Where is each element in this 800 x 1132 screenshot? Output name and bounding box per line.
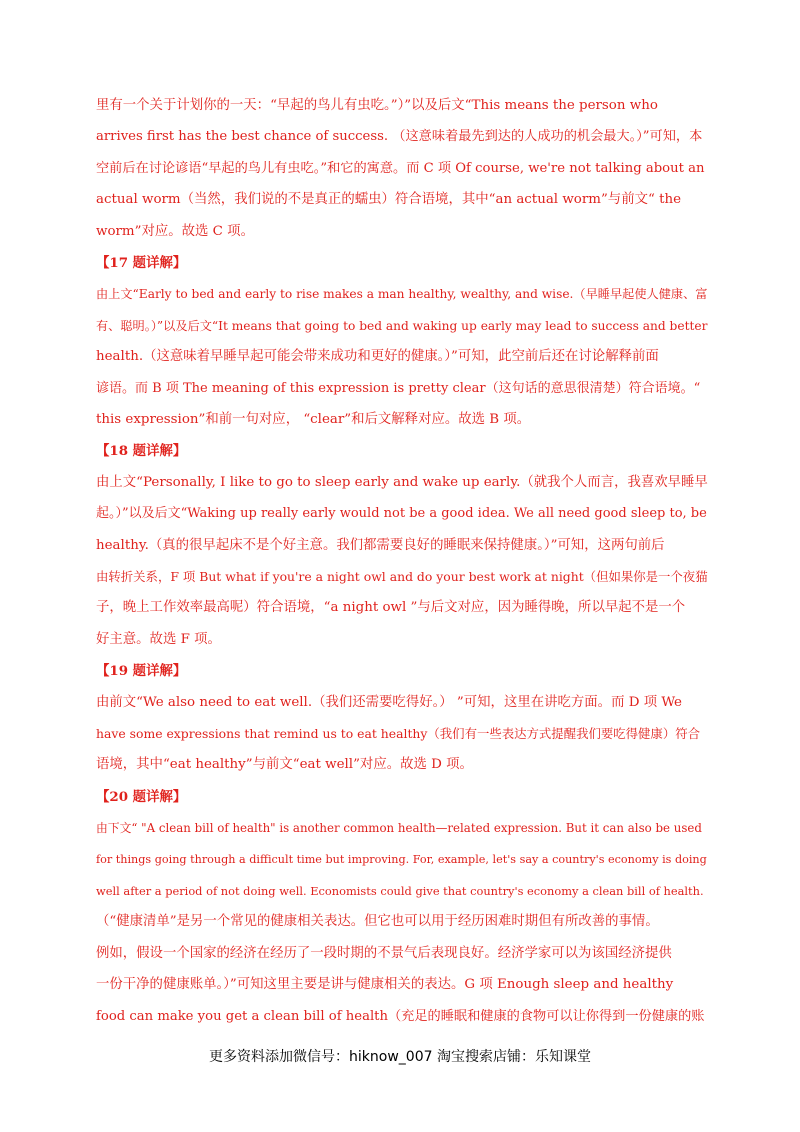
text-line: 由上文“Early to bed and early to rise makes a man healthy, wealthy, and wise.（早睡早起使人健康、富 bbox=[96, 287, 708, 301]
text-line: 有、聪明。）”以及后文“It means that going to bed and waking up early may lead to success and better bbox=[96, 319, 708, 333]
text-line: actual worm（当然，我们说的不是真正的蠕虫）符合语境，其中“an actual worm”与前文“ the bbox=[96, 192, 682, 207]
section-heading-20: 【20 题详解】 bbox=[96, 789, 187, 805]
text-line: food can make you get a clean bill of health（充足的睡眠和健康的食物可以让你得到一份健康的账 bbox=[96, 1009, 705, 1024]
page-footer: 更多资料添加微信号：hiknow_007 淘宝搜索店铺：乐知课堂 bbox=[209, 1049, 591, 1065]
text-line: arrives first has the best chance of success. （这意味着最先到达的人成功的机会最大。）”可知，本 bbox=[96, 129, 703, 144]
text-line: 起。）”以及后文“Waking up really early would not be a good idea. We all need good sleep to, be bbox=[96, 506, 707, 521]
section-heading-17: 【17 题详解】 bbox=[96, 255, 187, 271]
text-line: 子，晚上工作效率最高呢）符合语境，“a night owl ”与后文对应，因为睡得晚，所以早起不是一个 bbox=[96, 600, 686, 615]
text-line: 里有一个关于计划你的一天：“早起的鸟儿有虫吃。”）”以及后文“This means the person who bbox=[96, 98, 658, 113]
text-line: 谚语。而 B 项 The meaning of this expression is pretty clear（这句话的意思很清楚）符合语境。“ bbox=[96, 381, 701, 396]
text-line: 由转折关系，F 项 But what if you're a night owl and do your best work at night（但如果你是一个夜猫 bbox=[96, 569, 708, 584]
text-line: well after a period of not doing well. Economists could give that country's economy a clean bill of health. bbox=[96, 884, 704, 898]
text-line: 空前后在讨论谚语“早起的鸟儿有虫吃。”和它的寓意。而 C 项 Of course, we're not talking about an bbox=[96, 161, 705, 176]
text-line: 一份干净的健康账单。）”可知这里主要是讲与健康相关的表达。G 项 Enough sleep and healthy bbox=[96, 977, 674, 992]
text-line: for things going through a difficult time but improving. For, example, let's say a country's economy is doing bbox=[96, 853, 707, 866]
text-line: 由前文“We also need to eat well.（我们还需要吃得好。） ”可知，这里在讲吃方面。而 D 项 We bbox=[96, 695, 682, 710]
text-line: have some expressions that remind us to eat healthy（我们有一些表达方式提醒我们要吃得健康）符合 bbox=[96, 726, 700, 741]
text-line: 由上文“Personally, I like to go to sleep early and wake up early.（就我个人而言，我喜欢早睡早 bbox=[96, 475, 708, 490]
text-line: worm”对应。故选 C 项。 bbox=[96, 224, 254, 239]
text-line: 好主意。故选 F 项。 bbox=[96, 632, 221, 647]
text-line: healthy.（真的很早起床不是个好主意。我们都需要良好的睡眠来保持健康。）”可知，这两句前后 bbox=[96, 538, 665, 553]
section-heading-19: 【19 题详解】 bbox=[96, 663, 187, 679]
text-line: （“健康清单”是另一个常见的健康相关表达。但它也可以用于经历困难时期但有所改善的事情。 bbox=[96, 914, 659, 929]
text-line: 语境，其中“eat healthy”与前文“eat well”对应。故选 D 项。 bbox=[96, 757, 473, 772]
text-line: health.（这意味着早睡早起可能会带来成功和更好的健康。）”可知，此空前后还在讨论解释前面 bbox=[96, 349, 659, 364]
text-line: 由下文“ "A clean bill of health" is another common health—related expression. But it can also be used bbox=[96, 821, 702, 835]
section-heading-18: 【18 题详解】 bbox=[96, 443, 187, 459]
text-line: 例如，假设一个国家的经济在经历了一段时期的不景气后表现良好。经济学家可以为该国经济提供 bbox=[96, 946, 672, 961]
text-line: this expression”和前一句对应， “clear”和后文解释对应。故选 B 项。 bbox=[96, 412, 531, 427]
